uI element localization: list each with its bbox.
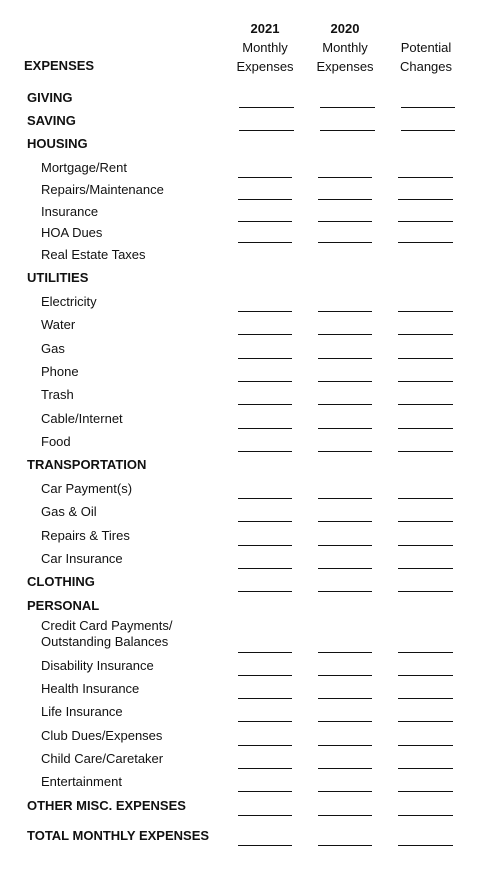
expense-row: [0, 245, 500, 265]
blank-entry-line[interactable]: [238, 768, 292, 769]
item-label: Life Insurance: [41, 704, 123, 719]
blank-entry-line[interactable]: [398, 721, 453, 722]
expense-row: [0, 702, 500, 722]
blank-entry-line[interactable]: [398, 568, 453, 569]
blank-entry-line[interactable]: [398, 545, 453, 546]
blank-entry-line[interactable]: [398, 652, 453, 653]
blank-entry-line[interactable]: [318, 177, 372, 178]
blank-entry-line[interactable]: [318, 334, 372, 335]
column-label-line2: Expenses: [236, 59, 294, 74]
blank-entry-line[interactable]: [238, 845, 292, 846]
item-label: [41, 618, 173, 650]
blank-entry-line[interactable]: [238, 721, 292, 722]
blank-entry-line[interactable]: [320, 107, 375, 108]
blank-entry-line[interactable]: [238, 311, 292, 312]
blank-entry-line[interactable]: [398, 199, 453, 200]
item-label: Repairs & Tires: [41, 528, 130, 543]
category-label: PERSONAL: [27, 598, 100, 613]
column-header-2021: [228, 19, 302, 76]
expense-row: [0, 479, 500, 499]
item-label: Club Dues/Expenses: [41, 728, 163, 743]
item-label: Entertainment: [41, 774, 122, 789]
category-label: SAVING: [27, 113, 76, 128]
expense-row: [0, 268, 500, 288]
blank-entry-line[interactable]: [238, 652, 292, 653]
column-year: 2020: [330, 21, 360, 36]
blank-entry-line[interactable]: [398, 815, 453, 816]
expense-row: [0, 88, 500, 108]
blank-entry-line[interactable]: [318, 591, 372, 592]
blank-entry-line[interactable]: [318, 498, 372, 499]
item-label: Phone: [41, 364, 79, 379]
blank-entry-line[interactable]: [238, 698, 292, 699]
blank-entry-line[interactable]: [398, 745, 453, 746]
expense-row: [0, 158, 500, 178]
expense-row: [0, 292, 500, 312]
expense-row: [0, 726, 500, 746]
blank-entry-line[interactable]: [318, 698, 372, 699]
blank-entry-line[interactable]: [318, 521, 372, 522]
column-label-line1: Potential: [400, 40, 452, 55]
item-label: Real Estate Taxes: [41, 247, 146, 262]
blank-entry-line[interactable]: [318, 768, 372, 769]
column-label-line2: Changes: [399, 59, 453, 74]
blank-entry-line[interactable]: [398, 358, 453, 359]
expense-row: [0, 432, 500, 452]
item-label: Gas & Oil: [41, 504, 97, 519]
blank-entry-line[interactable]: [398, 698, 453, 699]
item-label: Insurance: [41, 204, 99, 219]
category-label: OTHER MISC. EXPENSES: [27, 798, 186, 813]
blank-entry-line[interactable]: [398, 791, 453, 792]
blank-entry-line[interactable]: [318, 242, 372, 243]
blank-entry-line[interactable]: [318, 815, 372, 816]
blank-entry-line[interactable]: [239, 130, 294, 131]
item-label: Car Payment(s): [41, 481, 133, 496]
item-label: Disability Insurance: [41, 658, 154, 673]
category-label: HOUSING: [27, 136, 88, 151]
expense-row: [0, 619, 500, 653]
blank-entry-line[interactable]: [318, 451, 372, 452]
blank-entry-line[interactable]: [398, 768, 453, 769]
column-label-line1: Monthly: [322, 40, 368, 55]
item-label-line: Outstanding Balances: [41, 634, 169, 649]
blank-entry-line[interactable]: [398, 311, 453, 312]
blank-entry-line[interactable]: [318, 404, 372, 405]
blank-entry-line[interactable]: [318, 221, 372, 222]
blank-entry-line[interactable]: [398, 428, 453, 429]
expense-row: [0, 315, 500, 335]
expense-row: [0, 223, 500, 243]
blank-entry-line[interactable]: [238, 358, 292, 359]
item-label: Food: [41, 434, 71, 449]
blank-entry-line[interactable]: [238, 815, 292, 816]
item-label: Cable/Internet: [41, 411, 123, 426]
expense-row: [0, 772, 500, 792]
category-label: TRANSPORTATION: [27, 457, 147, 472]
blank-entry-line[interactable]: [238, 591, 292, 592]
blank-entry-line[interactable]: [401, 107, 455, 108]
item-label: Repairs/Maintenance: [41, 182, 164, 197]
blank-entry-line[interactable]: [398, 845, 453, 846]
blank-entry-line[interactable]: [238, 568, 292, 569]
expense-row: [0, 409, 500, 429]
blank-entry-line[interactable]: [238, 745, 292, 746]
blank-entry-line[interactable]: [398, 451, 453, 452]
item-label: Mortgage/Rent: [41, 160, 127, 175]
item-label: Trash: [41, 387, 74, 402]
expense-row: [0, 572, 500, 592]
blank-entry-line[interactable]: [238, 334, 292, 335]
blank-entry-line[interactable]: [238, 521, 292, 522]
blank-entry-line[interactable]: [238, 177, 292, 178]
blank-entry-line[interactable]: [238, 404, 292, 405]
expense-row: [0, 596, 500, 616]
blank-entry-line[interactable]: [398, 334, 453, 335]
item-label-line: Credit Card Payments/: [41, 618, 173, 633]
expense-row: [0, 134, 500, 154]
category-label: UTILITIES: [27, 270, 89, 285]
blank-entry-line[interactable]: [398, 591, 453, 592]
expense-row: [0, 362, 500, 382]
blank-entry-line[interactable]: [401, 130, 455, 131]
column-label-line2: Expenses: [316, 59, 374, 74]
blank-entry-line[interactable]: [318, 545, 372, 546]
expense-row: [0, 202, 500, 222]
blank-entry-line[interactable]: [398, 242, 453, 243]
blank-entry-line[interactable]: [239, 107, 294, 108]
expense-row: [0, 111, 500, 131]
blank-entry-line[interactable]: [318, 745, 372, 746]
blank-entry-line[interactable]: [238, 545, 292, 546]
expense-row: [0, 339, 500, 359]
blank-entry-line[interactable]: [398, 521, 453, 522]
blank-entry-line[interactable]: [238, 791, 292, 792]
blank-entry-line[interactable]: [318, 199, 372, 200]
expense-row: [0, 385, 500, 405]
blank-entry-line[interactable]: [238, 451, 292, 452]
blank-entry-line[interactable]: [238, 428, 292, 429]
item-label: HOA Dues: [41, 225, 103, 240]
blank-entry-line[interactable]: [318, 311, 372, 312]
blank-entry-line[interactable]: [318, 428, 372, 429]
blank-entry-line[interactable]: [398, 177, 453, 178]
blank-entry-line[interactable]: [398, 404, 453, 405]
column-label-line1: Monthly: [242, 40, 288, 55]
blank-entry-line[interactable]: [238, 381, 292, 382]
blank-entry-line[interactable]: [318, 568, 372, 569]
blank-entry-line[interactable]: [238, 221, 292, 222]
column-year: 2021: [250, 21, 280, 36]
category-label: TOTAL MONTHLY EXPENSES: [27, 828, 210, 843]
expense-row: [0, 796, 500, 816]
blank-entry-line[interactable]: [238, 242, 292, 243]
blank-entry-line[interactable]: [398, 221, 453, 222]
column-header-potential-changes: [390, 38, 462, 76]
blank-entry-line[interactable]: [398, 675, 453, 676]
item-label: Gas: [41, 341, 65, 356]
expense-row: [0, 549, 500, 569]
blank-entry-line[interactable]: [320, 130, 375, 131]
blank-entry-line[interactable]: [318, 845, 372, 846]
blank-entry-line[interactable]: [398, 498, 453, 499]
expense-row: [0, 455, 500, 475]
blank-entry-line[interactable]: [238, 199, 292, 200]
blank-entry-line[interactable]: [318, 652, 372, 653]
blank-entry-line[interactable]: [238, 675, 292, 676]
expenses-heading: EXPENSES: [24, 58, 95, 73]
expense-row: [0, 749, 500, 769]
blank-entry-line[interactable]: [398, 381, 453, 382]
blank-entry-line[interactable]: [318, 358, 372, 359]
expense-row: [0, 180, 500, 200]
blank-entry-line[interactable]: [318, 381, 372, 382]
blank-entry-line[interactable]: [318, 721, 372, 722]
expense-row: [0, 502, 500, 522]
expense-row: [0, 656, 500, 676]
expense-row: [0, 826, 500, 846]
expense-row: [0, 679, 500, 699]
expense-row: [0, 526, 500, 546]
category-label: CLOTHING: [27, 574, 95, 589]
blank-entry-line[interactable]: [238, 498, 292, 499]
blank-entry-line[interactable]: [318, 675, 372, 676]
item-label: Child Care/Caretaker: [41, 751, 164, 766]
item-label: Health Insurance: [41, 681, 140, 696]
item-label: Car Insurance: [41, 551, 123, 566]
blank-entry-line[interactable]: [318, 791, 372, 792]
item-label: Electricity: [41, 294, 97, 309]
item-label: Water: [41, 317, 76, 332]
column-header-2020: [308, 19, 382, 76]
category-label: GIVING: [27, 90, 73, 105]
